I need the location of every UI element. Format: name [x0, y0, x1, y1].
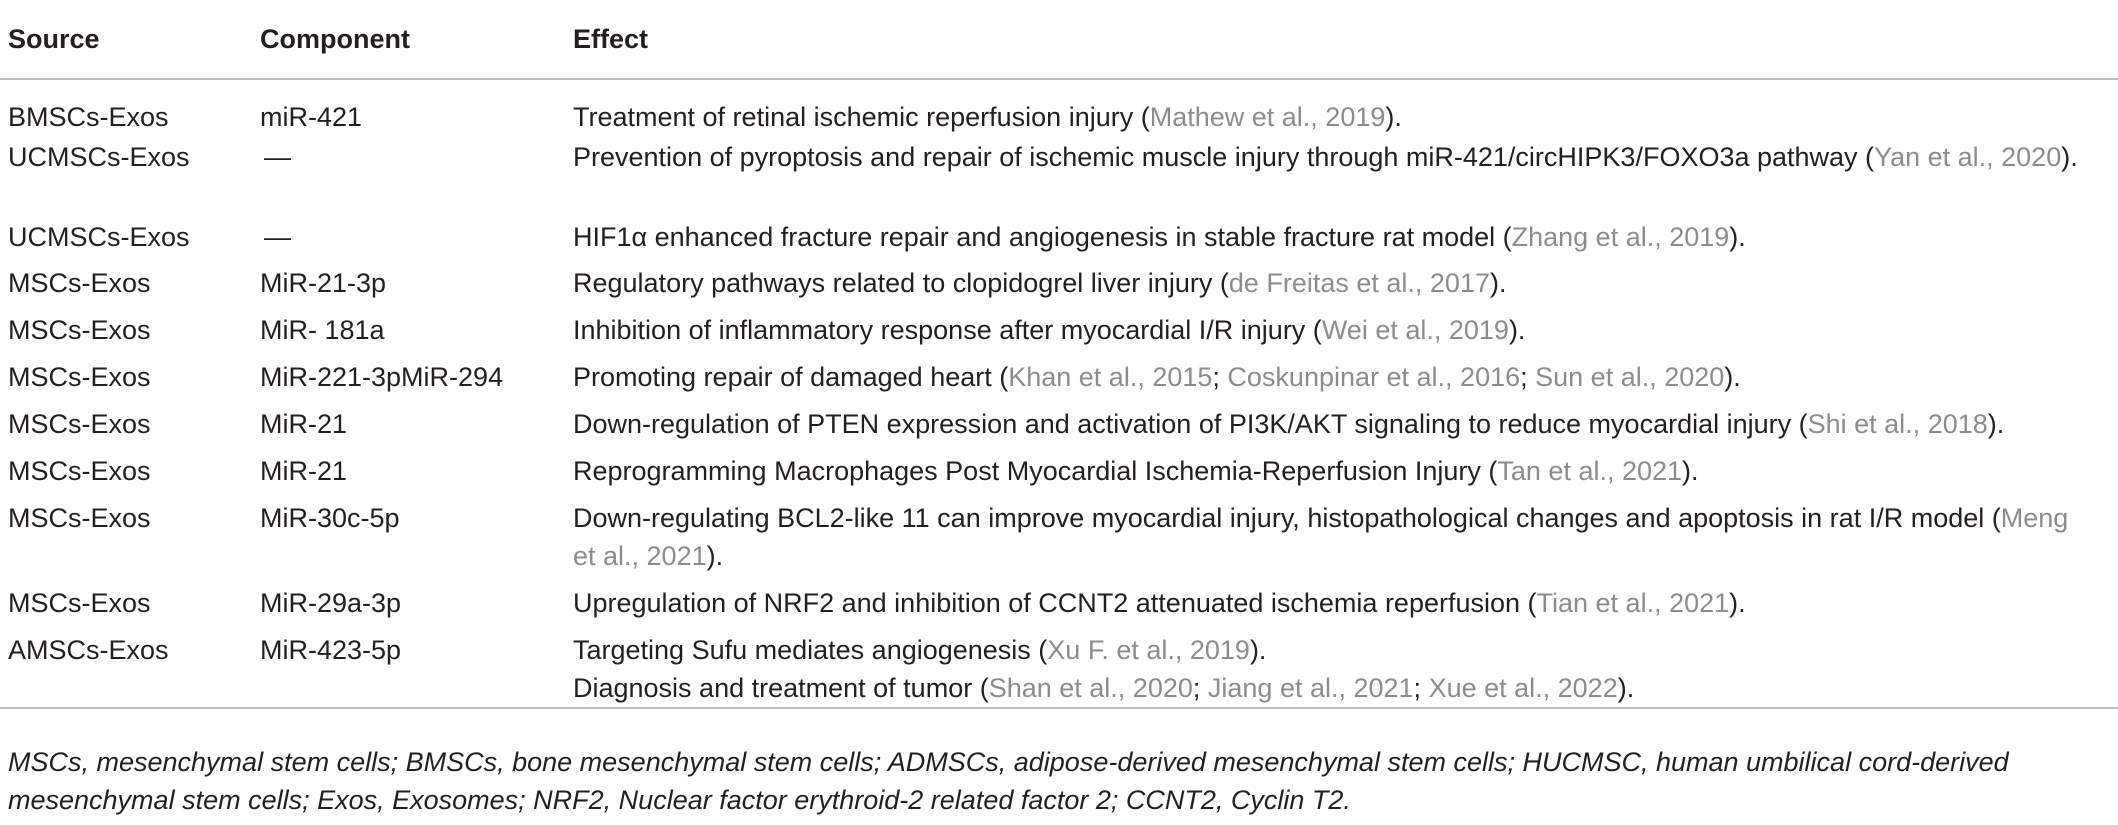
effect-text: Regulatory pathways related to clopidogrel liver injury ( — [573, 268, 1229, 298]
cell-effect — [565, 631, 2118, 708]
effect-text: ). — [1724, 362, 1741, 392]
table-row — [0, 358, 2118, 405]
cell-source: UCMSCs-Exos — [8, 142, 190, 172]
cell-source: MSCs-Exos — [8, 315, 151, 345]
citation-link[interactable]: Yan et al., 2020 — [1874, 142, 2062, 172]
effect-line — [573, 499, 2098, 575]
effect-line — [573, 452, 2098, 490]
cell-effect — [565, 405, 2118, 452]
effect-text: ; — [1413, 673, 1429, 703]
effect-text: ). — [1987, 409, 2005, 439]
effect-text: Targeting Sufu mediates angiogenesis ( — [573, 635, 1048, 665]
cell-source: MSCs-Exos — [8, 503, 151, 533]
cell-source: MSCs-Exos — [8, 588, 151, 618]
cell-effect — [565, 584, 2118, 631]
effect-text: Promoting repair of damaged heart ( — [573, 362, 1009, 392]
cell-effect — [565, 358, 2118, 405]
cell-source: MSCs-Exos — [8, 456, 151, 486]
effect-text: ). — [1729, 588, 1746, 618]
effect-text: Reprogramming Macrophages Post Myocardial Ischemia-Reperfusion Injury ( — [573, 456, 1498, 486]
table-row — [0, 452, 2118, 499]
table-row — [0, 405, 2118, 452]
cell-source: AMSCs-Exos — [0, 631, 252, 708]
table-header — [0, 0, 2118, 79]
effect-text: Upregulation of NRF2 and inhibition of CCNT2 attenuated ischemia reperfusion ( — [573, 588, 1537, 618]
header-effect: Effect — [565, 0, 2118, 79]
citation-link[interactable]: Sun et al., 2020 — [1535, 362, 1725, 392]
cell-component: MiR-423-5p — [252, 631, 565, 708]
table-row — [0, 584, 2118, 631]
cell-component: MiR-21 — [260, 409, 348, 439]
cell-effect — [565, 79, 2118, 136]
table-row — [0, 264, 2118, 311]
citation-link[interactable]: Xu F. et al., 2019 — [1047, 635, 1250, 665]
cell-component: MiR-21 — [260, 456, 348, 486]
effect-text: Down-regulation of PTEN expression and activation of PI3K/AKT signaling to reduce myocardial injury ( — [573, 409, 1808, 439]
cell-component: — — [264, 222, 291, 252]
effect-text: HIF1α enhanced fracture repair and angiogenesis in stable fracture rat model ( — [573, 222, 1512, 252]
citation-link[interactable]: Tan et al., 2021 — [1497, 456, 1683, 486]
effect-text: ). — [1617, 673, 1635, 703]
citation-link[interactable]: de Freitas et al., 2017 — [1228, 268, 1490, 298]
cell-effect — [565, 218, 2118, 264]
table-row — [0, 311, 2118, 358]
citation-link[interactable]: Wei et al., 2019 — [1321, 315, 1509, 345]
effect-line — [573, 631, 2098, 669]
cell-component: MiR-21-3p — [260, 268, 387, 298]
cell-effect — [565, 499, 2118, 584]
header-component: Component — [252, 0, 565, 79]
citation-link[interactable]: Xue et al., 2022 — [1428, 673, 1618, 703]
table-body — [0, 79, 2118, 708]
cell-source: MSCs-Exos — [8, 409, 151, 439]
citation-link[interactable]: Coskunpinar et al., 2016 — [1227, 362, 1521, 392]
cell-source: UCMSCs-Exos — [8, 222, 190, 252]
citation-link[interactable]: Jiang et al., 2021 — [1207, 673, 1414, 703]
citation-link[interactable]: Meng et al., 2021 — [573, 503, 2069, 571]
effect-text: Diagnosis and treatment of tumor ( — [573, 673, 989, 703]
citation-link[interactable]: Shi et al., 2018 — [1807, 409, 1988, 439]
cell-source: BMSCs-Exos — [8, 102, 169, 132]
effect-text: ; — [1192, 673, 1208, 703]
cell-effect — [565, 136, 2118, 218]
citation-link[interactable]: Khan et al., 2015 — [1008, 362, 1213, 392]
cell-component: — — [264, 142, 291, 172]
effect-line — [573, 584, 2098, 622]
citation-link[interactable]: Mathew et al., 2019 — [1149, 102, 1386, 132]
cell-component: MiR-29a-3p — [260, 588, 402, 618]
effect-line — [573, 264, 2098, 302]
table-row — [0, 499, 2118, 584]
effect-line — [573, 358, 2098, 396]
table-row — [0, 218, 2118, 264]
cell-component: miR-421 — [260, 102, 363, 132]
effect-text: ). — [1385, 102, 1402, 132]
effect-text: ; — [1520, 362, 1536, 392]
effect-text: ). — [1508, 315, 1526, 345]
cell-effect — [565, 264, 2118, 311]
cell-component: MiR- 181a — [260, 315, 385, 345]
header-source: Source — [0, 0, 252, 79]
cell-effect — [565, 311, 2118, 358]
citation-link[interactable]: Shan et al., 2020 — [988, 673, 1193, 703]
effect-text: Inhibition of inflammatory response after myocardial I/R injury ( — [573, 315, 1322, 345]
table-row — [0, 136, 2118, 218]
cell-effect — [565, 452, 2118, 499]
effect-text: ). — [706, 541, 724, 571]
effect-text: Down-regulating BCL2-like 11 can improve myocardial injury, histopathological changes and apoptosis in rat I/R model ( — [573, 503, 2001, 533]
effect-line — [573, 311, 2098, 349]
cell-source: MSCs-Exos — [8, 268, 151, 298]
effect-text: ). — [1489, 268, 1507, 298]
effect-text: ). — [2061, 142, 2078, 172]
cell-source: MSCs-Exos — [8, 362, 151, 392]
citation-link[interactable]: Tian et al., 2021 — [1536, 588, 1730, 618]
citation-link[interactable]: Zhang et al., 2019 — [1511, 222, 1730, 252]
effect-text: Prevention of pyroptosis and repair of ischemic muscle injury through miR-421/circHIPK3/FOXO3a pathway ( — [573, 142, 1875, 172]
effect-text: Treatment of retinal ischemic reperfusion injury ( — [573, 102, 1150, 132]
effect-line — [573, 218, 2098, 256]
table-row — [0, 79, 2118, 136]
cell-component: MiR-30c-5p — [260, 503, 400, 533]
table-footnote: MSCs, mesenchymal stem cells; BMSCs, bone mesenchymal stem cells; ADMSCs, adipose-derived mesenchymal stem cells; HUCMSC, human umbilical cord-derived mesenchymal stem cells; Exos, Exosomes; NRF2, Nuclear factor erythroid-2 related factor 2; CCNT2, Cyclin T2. — [8, 747, 2009, 815]
effect-text: ). — [1249, 635, 1267, 665]
effect-text: ; — [1212, 362, 1228, 392]
effect-line — [573, 138, 2098, 176]
cell-component: MiR-221-3pMiR-294 — [260, 362, 504, 392]
effect-line — [573, 405, 2098, 443]
effect-text: ). — [1682, 456, 1699, 486]
table-row — [0, 631, 2118, 708]
effect-line — [573, 669, 2098, 707]
header-row — [0, 0, 2118, 79]
effect-line — [573, 98, 2098, 136]
effect-text: ). — [1729, 222, 1746, 252]
